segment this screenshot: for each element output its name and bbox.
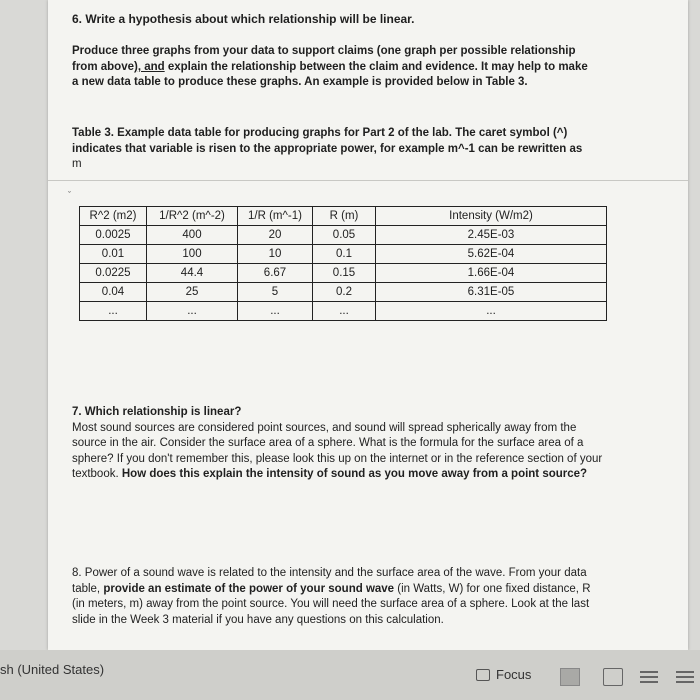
table-cell: 0.15 [313, 264, 376, 283]
table-cell: 20 [238, 226, 313, 245]
table-cell: ... [313, 302, 376, 321]
paragraph-mark: ˇ [68, 190, 71, 200]
table-cell: 0.0225 [80, 264, 147, 283]
question-7-title: 7. Which relationship is linear? [72, 406, 242, 418]
table-cell: 400 [147, 226, 238, 245]
question-7-body: Most sound sources are considered point sources, and sound will spread spherically away from the source in the air. Consider the surface area of a sphere. What is the formula for the surface area of a sphere? If you don't remember this, please look this up on the internet or in the reference section of your textbook. [72, 421, 603, 480]
header-inverse-r: 1/R (m^-1) [238, 207, 313, 226]
header-intensity: Intensity (W/m2) [376, 207, 607, 226]
section-divider [48, 180, 688, 181]
table-header-row [80, 207, 607, 226]
header-r-squared: R^2 (m2) [80, 207, 147, 226]
question-7 [72, 405, 612, 483]
table-cell: 0.05 [313, 226, 376, 245]
focus-label: Focus [496, 667, 532, 682]
table-cell: 5.62E-04 [376, 245, 607, 264]
table-cell: 2.45E-03 [376, 226, 607, 245]
table-cell: 6.67 [238, 264, 313, 283]
example-data-table [79, 206, 607, 321]
table-cell: 0.1 [313, 245, 376, 264]
table-cell: 100 [147, 245, 238, 264]
table-cell: 0.0025 [80, 226, 147, 245]
draft-view-icon[interactable] [676, 668, 694, 684]
table-row [80, 264, 607, 283]
header-r: R (m) [313, 207, 376, 226]
question-7-bold: How does this explain the intensity of sound as you move away from a point source? [121, 468, 588, 480]
table-cell: 0.2 [313, 283, 376, 302]
table-cell: 25 [147, 283, 238, 302]
status-bar [0, 650, 700, 700]
underlined-text: , and [137, 60, 165, 73]
question-6-body: Produce three graphs from your data to support claims (one graph per possible relationship from above), and explain the relationship between the claim and evidence. It may help to make a new data table to produce these graphs. An example is provided below in Table 3. [72, 45, 588, 88]
language-indicator[interactable]: sh (United States) [0, 662, 105, 677]
table-caption: Table 3. Example data table for producing graphs for Part 2 of the lab. The caret symbol (^) indicates that variable is risen to the appropriate power, for example m^-1 can be rewritten as m [72, 127, 583, 170]
outline-view-icon[interactable] [640, 668, 658, 684]
print-layout-view-icon[interactable] [560, 668, 580, 686]
table-cell: 0.01 [80, 245, 147, 264]
web-layout-view-icon[interactable] [603, 668, 623, 686]
focus-icon [476, 669, 490, 681]
question-6-title: 6. Write a hypothesis about which relationship will be linear. [72, 12, 415, 26]
table-row [80, 245, 607, 264]
table-row [80, 283, 607, 302]
table-cell: 6.31E-05 [376, 283, 607, 302]
table-cell: 0.04 [80, 283, 147, 302]
table-row [80, 226, 607, 245]
document-page [48, 0, 688, 650]
table-cell: 1.66E-04 [376, 264, 607, 283]
table-cell: ... [376, 302, 607, 321]
question-8: 8. Power of a sound wave is related to the intensity and the surface area of the wave. From your data table, provide an estimate of the power of your sound wave (in Watts, W) for one fixed distance, R (in meters, m) away from the point source. You will need the surface area of a sphere. Look at the last slide in the Week 3 material if you have any questions on this calculation. [72, 567, 591, 626]
question-8-bold: provide an estimate of the power of your sound wave [103, 582, 395, 595]
table-row [80, 302, 607, 321]
focus-button[interactable] [476, 667, 531, 682]
table-cell: ... [80, 302, 147, 321]
table-cell: ... [238, 302, 313, 321]
table-cell: 44.4 [147, 264, 238, 283]
table-cell: 10 [238, 245, 313, 264]
header-inverse-r-squared: 1/R^2 (m^-2) [147, 207, 238, 226]
table-cell: 5 [238, 283, 313, 302]
table-cell: ... [147, 302, 238, 321]
